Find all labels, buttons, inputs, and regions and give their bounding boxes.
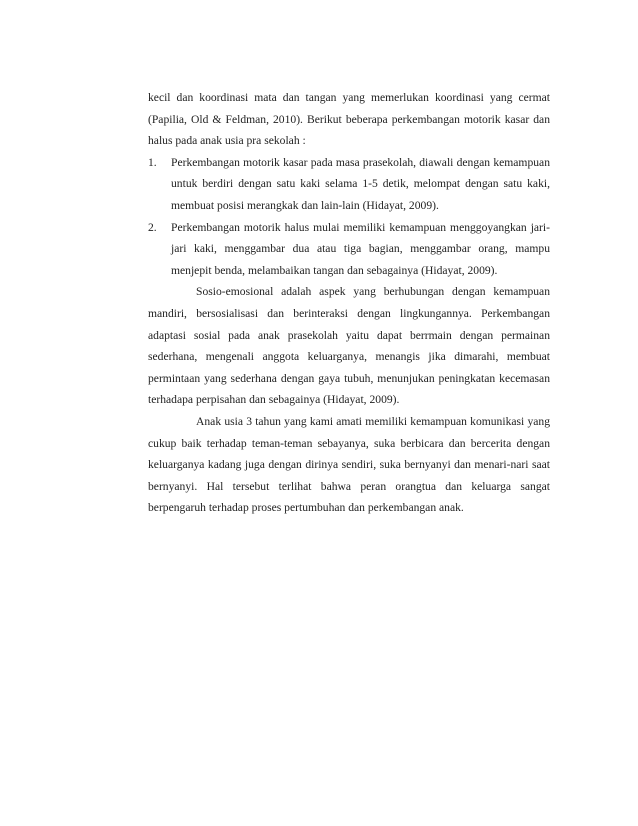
list-number: 1. [148, 155, 157, 169]
list-text: Perkembangan motorik kasar pada masa prasekolah, diawali dengan kemampuan untuk berdiri dengan satu kaki selama 1-5 detik, melompat dengan satu kaki, membuat posisi merangkak dan lain-lain (Hidayat, 2009). [171, 155, 550, 212]
list-item [148, 152, 550, 217]
list-number: 2. [148, 220, 157, 234]
list-item [148, 217, 550, 282]
intro-paragraph: kecil dan koordinasi mata dan tangan yang memerlukan koordinasi yang cermat (Papilia, Old & Feldman, 2010). Berikut beberapa perkembangan motorik kasar dan halus pada anak usia pra sekolah : [148, 91, 550, 148]
development-list [148, 152, 550, 282]
body-text [148, 87, 550, 519]
observation-paragraph: Anak usia 3 tahun yang kami amati memiliki kemampuan komunikasi yang cukup baik terhadap teman-teman sebayanya, suka berbicara dan bercerita dengan keluarganya kadang juga dengan dirinya sendiri, suka bernyanyi dan menari-nari saat bernyanyi. Hal tersebut terlihat bahwa peran orangtua dan keluarga sangat berpengaruh terhadap proses pertumbuhan dan perkembangan anak. [148, 414, 550, 515]
list-text: Perkembangan motorik halus mulai memiliki kemampuan menggoyangkan jari-jari kaki, menggambar dua atau tiga bagian, menggambar orang, mampu menjepit benda, melambaikan tangan dan sebagainya (Hidayat, 2009). [171, 220, 550, 277]
socio-emotional-paragraph: Sosio-emosional adalah aspek yang berhubungan dengan kemampuan mandiri, bersosialisasi dan berinteraksi dengan lingkungannya. Perkembangan adaptasi sosial pada anak prasekolah yaitu dapat berrmain dengan permainan sederhana, mengenali anggota keluarganya, menangis jika dimarahi, membuat permintaan yang sederhana dengan gaya tubuh, menunjukan peningkatan kecemasan terhadapa perpisahan dan sebagainya (Hidayat, 2009). [148, 285, 550, 407]
